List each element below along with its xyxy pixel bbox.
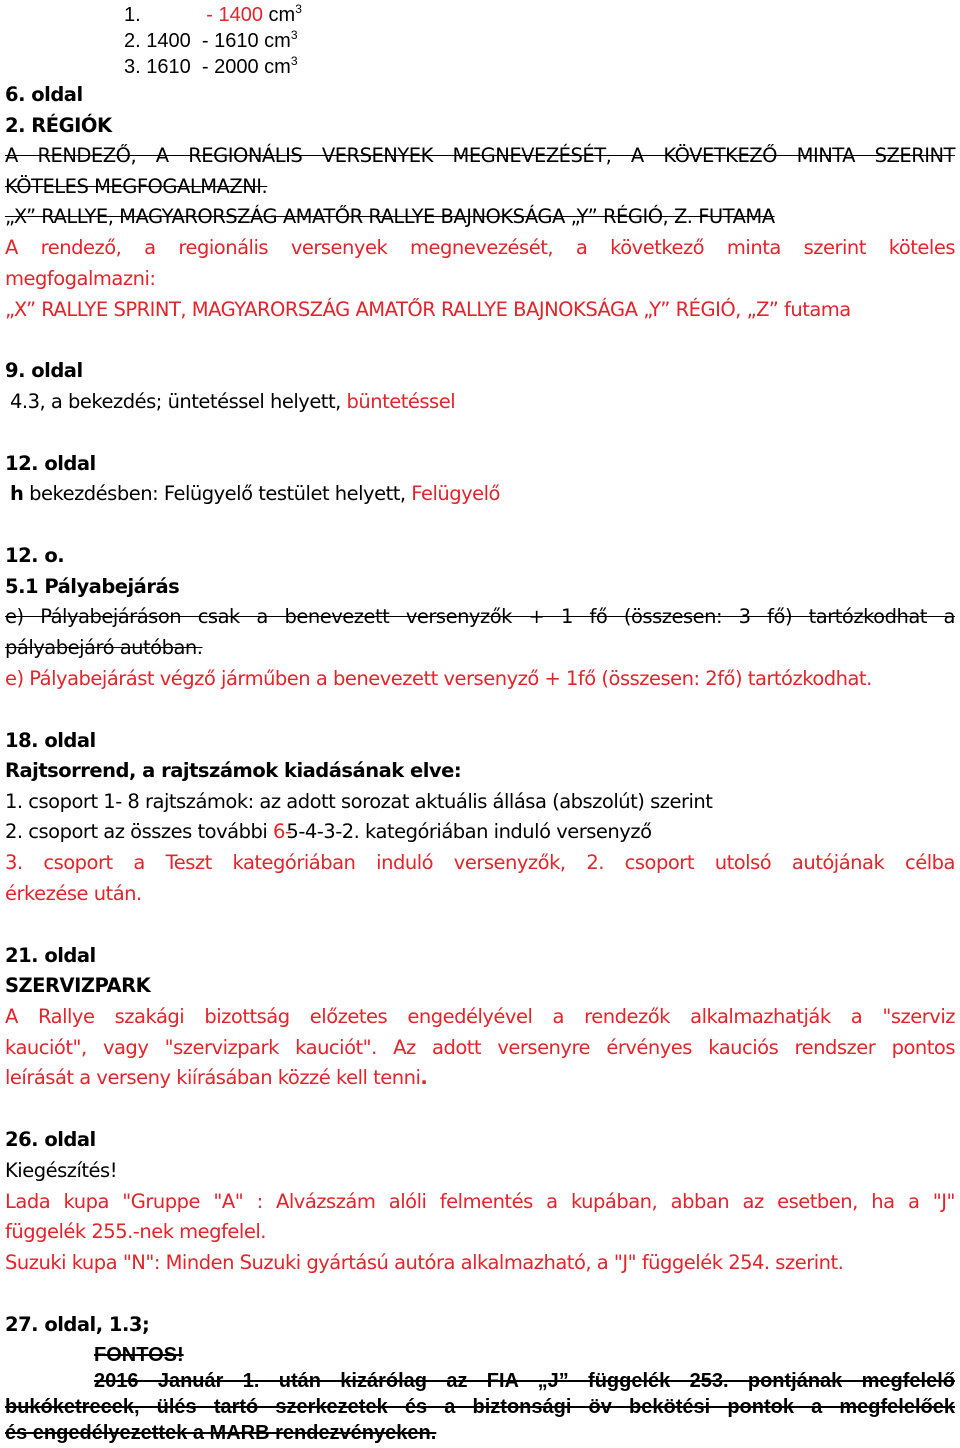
section-heading: 6. oldal [5,83,83,106]
paragraph-letter: h [10,482,24,505]
text-line: Kiegészítés! [5,1159,118,1182]
amended-text-line: A Rallye szakági bizottság előzetes engedélyével a rendezők alkalmazhatják a "szerviz [5,1005,955,1028]
range-value: 1400 - 1610 [146,30,259,52]
section-title: Rajtsorrend, a rajtszámok kiadásának elve: [5,759,462,782]
amended-text-span: 6- [272,820,292,843]
section-title: 5.1 Pályabejárás [5,575,180,598]
struck-text-line: pályabejáró autóban. [5,636,203,659]
notice-title: FONTOS! [94,1344,184,1366]
section-title: 2. RÉGIÓK [5,114,112,137]
text-line: 1. csoport 1- 8 rajtszámok: az adott sorozat aktuális állása (abszolút) szerint [5,790,713,813]
section-heading: 18. oldal [5,729,96,752]
struck-text-line: KÖTELES MEGFOGALMAZNI. [5,175,268,198]
text-span: . [420,1066,428,1089]
range-value: - 1400 [206,4,263,26]
struck-text-line: és engedélyezettek a MARB rendezvényeken. [5,1422,437,1444]
struck-text-line: „X” RALLYE, MAGYARORSZÁG AMATŐR RALLYE BAJNOKSÁGA „Y” RÉGIÓ, Z. FUTAMA [5,205,775,228]
amended-text-line: e) Pályabejárást végző járműben a benevezett versenyző + 1fő (összesen: 2fő) tartózkodhat. [5,667,872,690]
text-line [5,817,955,847]
amended-text-span: Felügyelő [411,482,500,505]
amended-text-line: „X” RALLYE SPRINT, MAGYARORSZÁG AMATŐR RALLYE BAJNOKSÁGA „Y” RÉGIÓ, „Z” futama [5,298,851,321]
section-heading: 12. oldal [5,452,96,475]
text-span: 5-4-3-2. kategóriában induló versenyző [286,820,652,843]
text-line [10,387,955,417]
amended-text-line: kauciót", vagy "szervizpark kauciót". Az adott versenyre érvényes kauciós rendszer pontos [5,1036,955,1059]
unit-exponent: 3 [290,28,298,42]
row-number: 1. [124,4,141,26]
amended-text-line: megfogalmazni: [5,267,156,290]
unit: cm [268,4,296,26]
struck-text-line: 2016 Január 1. után kizárólag az FIA „J” függelék 253. pontjának megfelelő [94,1370,955,1392]
text-line [10,479,955,509]
range-value: 1610 - 2000 [146,56,259,78]
amended-text-span: büntetéssel [346,390,456,413]
amended-text-line: 3. csoport a Teszt kategóriában induló versenyzők, 2. csoport utolsó autójának célba [5,851,955,874]
amended-text-line: Lada kupa "Gruppe "A" : Alvázszám alóli felmentés a kupában, abban az esetben, ha a "J" [5,1190,955,1213]
amended-text-line: A rendező, a regionális versenyek megnevezését, a következő minta szerint köteles [5,236,955,259]
section-heading: 9. oldal [5,359,83,382]
section-title: SZERVIZPARK [5,974,151,997]
text-span: bekezdésben: Felügyelő testület helyett, [29,482,406,505]
section-heading: 21. oldal [5,944,96,967]
text-span: 2. csoport az összes további [5,820,268,843]
unit: cm [264,56,291,78]
section-heading: 12. o. [5,544,65,567]
row-number: 2. [124,30,141,52]
section-heading: 27. oldal, 1.3; [5,1313,150,1336]
unit-exponent: 3 [290,54,298,68]
amended-text-line: függelék 255.-nek megfelel. [5,1220,266,1243]
unit: cm [264,30,291,52]
amended-text-line: Suzuki kupa "N": Minden Suzuki gyártású autóra alkalmazható, a "J" függelék 254. szerint. [5,1251,844,1274]
text-span: leírását a verseny kiírásában közzé kell tenni [5,1066,421,1089]
section-heading: 26. oldal [5,1128,96,1151]
amended-text-line: érkezése után. [5,882,142,905]
row-number: 3. [124,56,141,78]
struck-text-line: e) Pályabejáráson csak a benevezett versenyzők + 1 fő (összesen: 3 fő) tartózkodhat a [5,605,955,628]
displacement-row-3 [124,52,955,82]
struck-text-line: bukóketrecek, ülés tartó szerkezetek és a biztonsági öv bekötési pontok a megfelelőek [5,1396,955,1418]
struck-text-line: A RENDEZŐ, A REGIONÁLIS VERSENYEK MEGNEVEZÉSÉT, A KÖVETKEZŐ MINTA SZERINT [5,144,955,167]
text-span: 4.3, a bekezdés; üntetéssel helyett, [10,390,341,413]
unit-exponent: 3 [295,2,302,16]
amended-text-line [5,1063,955,1093]
